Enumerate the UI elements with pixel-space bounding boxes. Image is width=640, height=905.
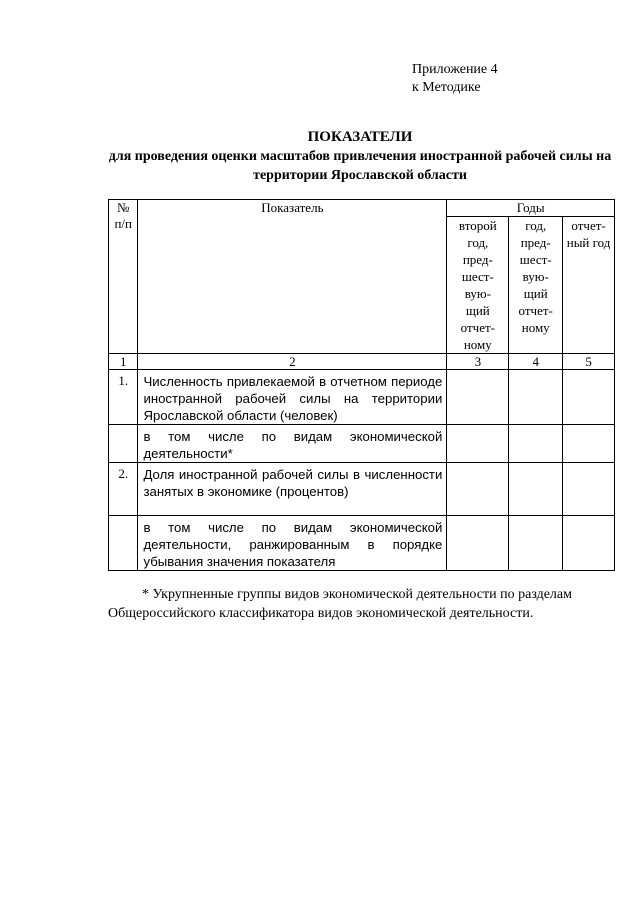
document-title: ПОКАЗАТЕЛИ xyxy=(307,129,413,145)
header-year-prior: год, пред-шест-вую-щий отчет-ному xyxy=(509,217,563,354)
header-year-reporting: отчет-ный год xyxy=(563,217,615,354)
footnote xyxy=(108,585,620,623)
header-year-second-prior: второй год, пред-шест-вую-щий отчет-ному xyxy=(447,217,509,354)
table-row xyxy=(109,370,615,425)
col-number: 2 xyxy=(138,354,447,370)
footnote-text: * Укрупненные группы видов экономической деятельности по разделам Общероссийского классификатора видов экономической деятельности. xyxy=(108,587,572,621)
header-num: № п/п xyxy=(109,200,138,354)
value-cell xyxy=(447,463,509,516)
table-row xyxy=(109,516,615,571)
header-indicator: Показатель xyxy=(138,200,447,354)
value-cell xyxy=(509,370,563,425)
row-number: 2. xyxy=(109,463,138,516)
value-cell xyxy=(509,463,563,516)
value-cell xyxy=(563,516,615,571)
appendix-line2: к Методике xyxy=(412,80,481,95)
value-cell xyxy=(447,516,509,571)
row-number xyxy=(109,516,138,571)
row-indicator: в том числе по видам экономической деятельности, ранжированным в порядке убывания значения показателя xyxy=(138,516,447,571)
row-indicator: в том числе по видам экономической деятельности* xyxy=(138,425,447,463)
col-number: 4 xyxy=(509,354,563,370)
table-row xyxy=(109,425,615,463)
value-cell xyxy=(447,370,509,425)
col-number: 5 xyxy=(563,354,615,370)
appendix-line1: Приложение 4 xyxy=(412,62,498,77)
value-cell xyxy=(447,425,509,463)
row-number xyxy=(109,425,138,463)
row-indicator: Доля иностранной рабочей силы в численности занятых в экономике (процентов) xyxy=(138,463,447,516)
value-cell xyxy=(509,425,563,463)
value-cell xyxy=(563,463,615,516)
row-number: 1. xyxy=(109,370,138,425)
row-indicator: Численность привлекаемой в отчетном периоде иностранной рабочей силы на территории Ярославской области (человек) xyxy=(138,370,447,425)
value-cell xyxy=(509,516,563,571)
appendix-label xyxy=(412,61,498,97)
value-cell xyxy=(563,425,615,463)
table-row xyxy=(109,463,615,516)
col-number: 1 xyxy=(109,354,138,370)
header-years: Годы xyxy=(447,200,615,217)
value-cell xyxy=(563,370,615,425)
indicators-table xyxy=(108,199,615,571)
col-number: 3 xyxy=(447,354,509,370)
document-subtitle: для проведения оценки масштабов привлечения иностранной рабочей силы на территории Ярославской области xyxy=(108,149,612,183)
